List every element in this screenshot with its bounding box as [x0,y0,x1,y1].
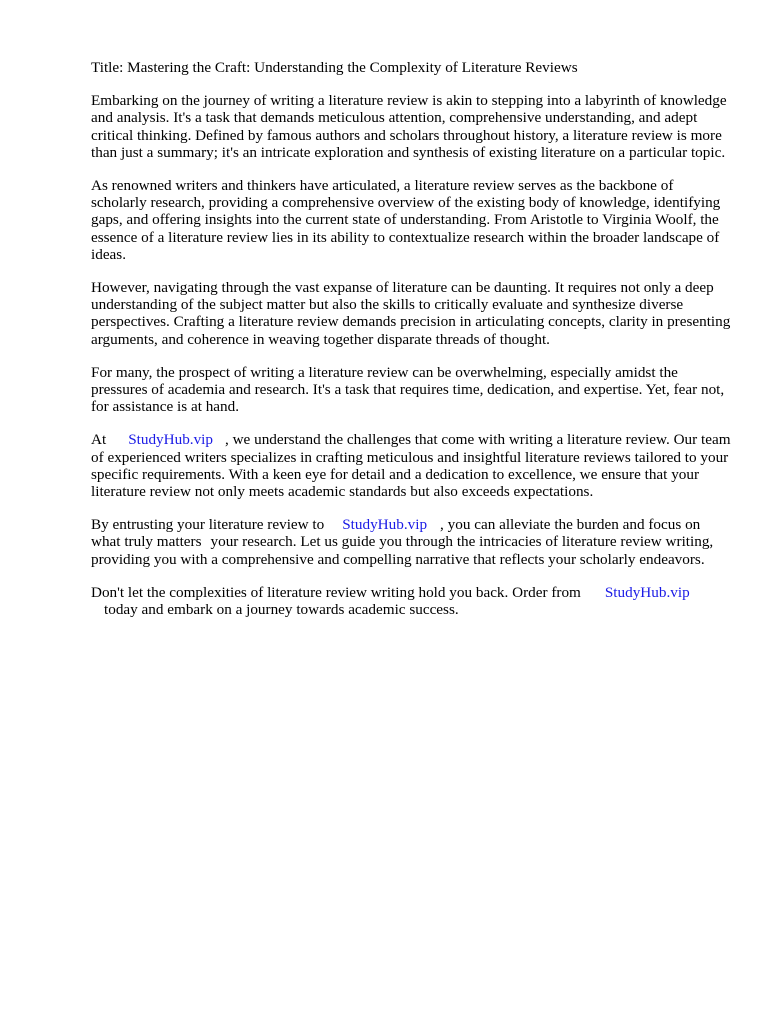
paragraph-service-lead: At [91,431,107,449]
paragraph-service-body: , we understand the challenges that come with writing a literature review. Our team of experienced writers specializes in crafting meticulous and insightful literature reviews tailored to your specific requirements. With a keen eye for detail and a dedication to excellence, we ensure that your literature review not only meets academic standards but also exceeds expectations. [91,431,731,501]
document-title: Title: Mastering the Craft: Understanding the Complexity of Literature Reviews [91,59,578,76]
paragraph-cta-tail: today and embark on a journey towards academic success. [104,601,459,619]
paragraph-backbone: As renowned writers and thinkers have articulated, a literature review serves as the backbone of scholarly research, providing a comprehensive overview of the existing body of knowledge, identifying gaps, and offering insights into the current state of understanding. From Aristotle to Virginia Woolf, the essence of a literature review lies in its ability to contextualize research within the broader landscape of ideas. [91,177,721,263]
paragraph-cta-lead: Don't let the complexities of literature review writing hold you back. Order from [91,583,581,601]
studyhub-link[interactable]: StudyHub.vip [604,583,690,601]
studyhub-link[interactable]: StudyHub.vip [128,431,213,449]
paragraph-service [91,431,731,500]
studyhub-link[interactable]: StudyHub.vip [342,516,428,534]
paragraph-entrusting [91,516,731,568]
paragraph-overwhelming: For many, the prospect of writing a literature review can be overwhelming, especially amidst the pressures of academia and research. It's a task that requires time, dedication, and expertise. Yet, fear not, for assistance is at hand. [91,363,725,416]
paragraph-intro: Embarking on the journey of writing a literature review is akin to stepping into a labyrinth of knowledge and analysis. It's a task that demands meticulous attention, comprehensive understanding, and adept critical thinking. Defined by famous authors and scholars throughout history, a literature review is more than just a summary; it's an intricate exploration and synthesis of existing literature on a particular topic. [91,92,727,161]
paragraph-challenges: However, navigating through the vast expanse of literature can be daunting. It requires not only a deep understanding of the subject matter but also the skills to critically evaluate and synthesize diverse perspectives. Crafting a literature review demands precision in articulating concepts, clarity in presenting arguments, and coherence in weaving together disparate threads of thought. [91,279,731,348]
paragraph-entrusting-lead: By entrusting your literature review to [91,516,325,534]
paragraph-entrusting-body: , you can alleviate the burden and focus on what truly matters [91,516,701,551]
paragraph-call-to-action [91,584,731,618]
paragraph-entrusting-tail: your research. Let us guide you through the intricacies of literature review writing, providing you with a comprehensive and compelling narrative that reflects your scholarly endeavors. [91,533,714,568]
document-page [91,59,731,634]
